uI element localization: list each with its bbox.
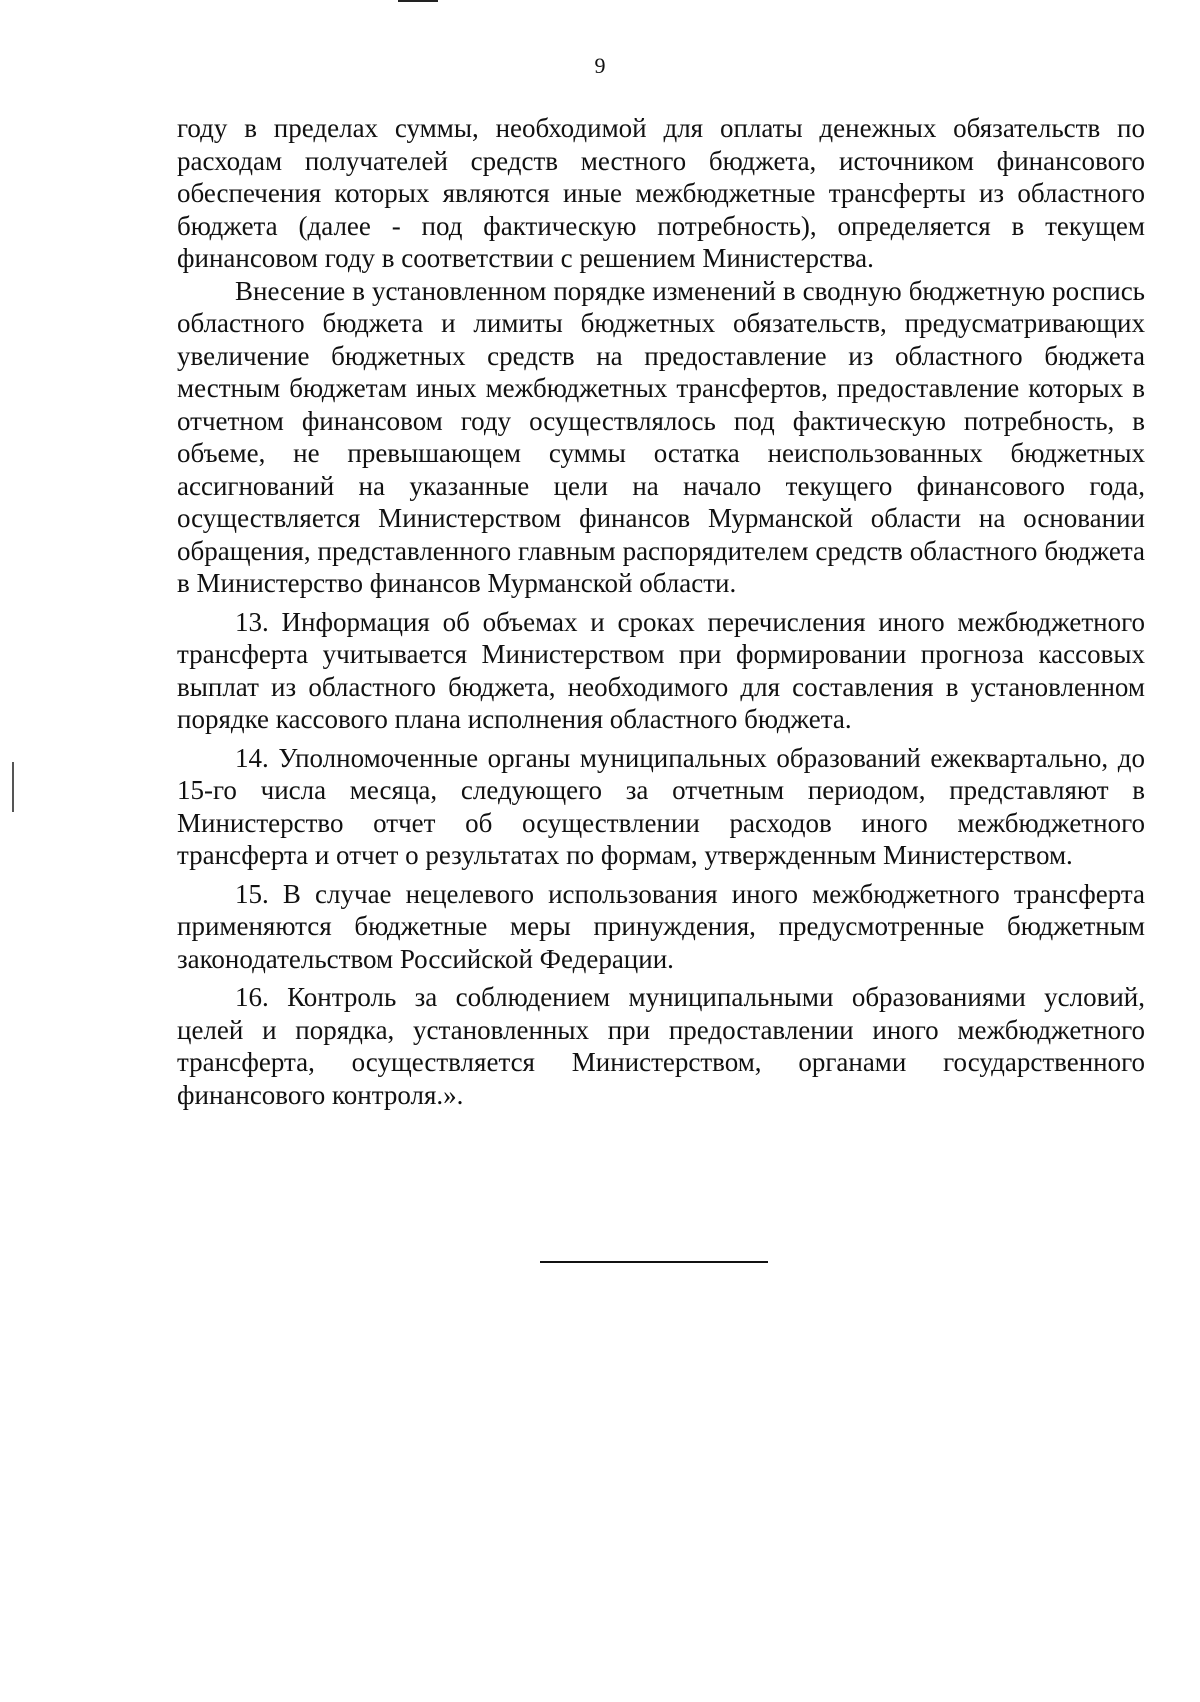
- paragraph-15: 15. В случае нецелевого использования иного межбюджетного трансферта применяются бюджетные меры принуждения, предусмотренные бюджетным законодательством Российской Федерации.: [177, 878, 1145, 974]
- paragraph-13: 13. Информация об объемах и сроках перечисления иного межбюджетного трансферта учитывается Министерством при формировании прогноза кассовых выплат из областного бюджета, необходимого для составления в установленном порядке кассового плана исполнения областного бюджета.: [177, 606, 1145, 734]
- paragraph-14: 14. Уполномоченные органы муниципальных образований ежеквартально, до 15-го числа месяца, следующего за отчетным периодом, представляют в Министерство отчет об осуществлении расходов иного межбюджетного трансферта и отчет о результатах по формам, утвержденным Министерством.: [177, 742, 1145, 870]
- scan-mark-left: [12, 762, 14, 812]
- paragraph-budget-changes: Внесение в установленном порядке изменений в сводную бюджетную роспись областного бюджета и лимиты бюджетных обязательств, предусматривающих увеличение бюджетных средств на предоставление из областного бюджета местным бюджетам иных межбюджетных трансфертов, предоставление которых в отчетном финансовом году осуществлялось под фактическую потребность, в объеме, не превышающем суммы остатка неиспользованных бюджетных ассигнований на указанные цели на начало текущего финансового года, осуществляется Министерством финансов Мурманской области на основании обращения, представленного главным распорядителем средств областного бюджета в Министерство финансов Мурманской области.: [177, 275, 1145, 598]
- page-number: 9: [594, 53, 606, 78]
- scan-mark-top: [398, 0, 438, 2]
- end-divider: [540, 1261, 768, 1263]
- paragraph-continuation: году в пределах суммы, необходимой для оплаты денежных обязательств по расходам получателей средств местного бюджета, источником финансового обеспечения которых являются иные межбюджетные трансферты из областного бюджета (далее - под фактическую потребность), определяется в текущем финансовом году в соответствии с решением Министерства.: [177, 113, 1145, 273]
- document-body: [177, 112, 1145, 1111]
- paragraph-16: 16. Контроль за соблюдением муниципальными образованиями условий, целей и порядка, установленных при предоставлении иного межбюджетного трансферта, осуществляется Министерством, органами государственного финансового контроля.».: [177, 982, 1145, 1110]
